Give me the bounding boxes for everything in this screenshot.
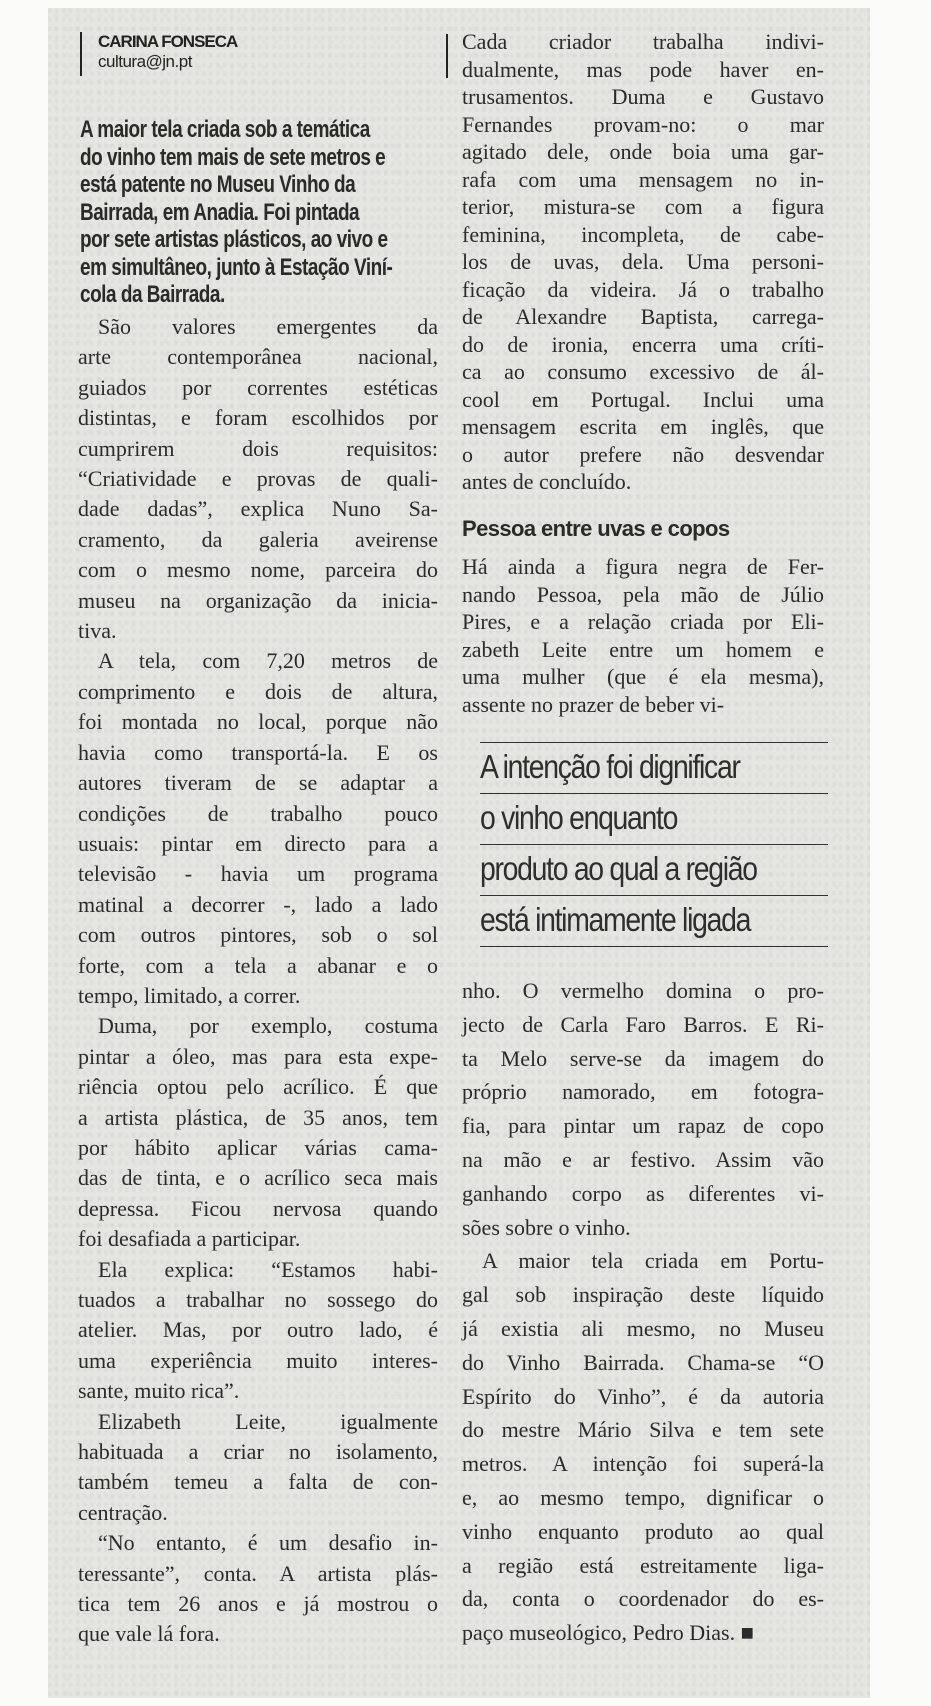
text-line: forte, com a tela a abanar e o <box>78 952 438 978</box>
text-line: arte contemporânea nacional, <box>78 344 438 370</box>
text-line: televisão - havia um programa <box>78 861 438 887</box>
text-line: Fernandes provam-no: o mar <box>462 111 824 137</box>
text-line: depressa. Ficou nervosa quando <box>78 1195 438 1221</box>
text-line: A tela, com 7,20 metros de <box>98 648 438 674</box>
text-line: dade dadas”, explica Nuno Sa- <box>78 496 438 522</box>
text-line: mensagem escrita em inglês, que <box>462 414 824 439</box>
text-line: “No entanto, é um desafio in- <box>98 1530 438 1556</box>
text-line: teressante”, conta. A artista plás- <box>78 1560 438 1586</box>
text-line: riência optou pelo acrílico. É que <box>78 1074 438 1100</box>
text-line: sante, muito rica”. <box>78 1378 240 1404</box>
text-line: atelier. Mas, por outro lado, é <box>78 1317 438 1343</box>
pull-quote-line <box>480 895 828 946</box>
byline <box>80 32 237 76</box>
lead-line: por sete artistas plásticos, ao vivo e <box>80 226 388 253</box>
right-column-bottom <box>462 974 824 1650</box>
text-line: o autor prefere não desvendar <box>462 441 824 467</box>
left-column <box>78 312 438 1650</box>
pull-quote-line <box>480 742 828 793</box>
text-line: tuados a trabalhar no sossego do <box>78 1287 438 1312</box>
text-line: do Vinho Bairrada. Chama-se “O <box>462 1349 824 1375</box>
text-line: Duma, por exemplo, costuma <box>98 1013 438 1039</box>
text-line: ganhando corpo as diferentes vi- <box>462 1180 824 1206</box>
text-line: Cada criador trabalha indivi- <box>462 29 824 54</box>
text-line: condições de trabalho pouco <box>78 800 438 826</box>
pull-quote-line <box>480 844 828 895</box>
pull-quote-text: A intenção foi dignificar <box>480 748 740 785</box>
text-line: distintas, e foram escolhidos por <box>78 405 438 431</box>
text-line: paço museológico, Pedro Dias. ■ <box>462 1620 754 1646</box>
text-line: matinal a decorrer -, lado a lado <box>78 891 438 917</box>
pull-quote-rule <box>480 946 828 947</box>
text-line: fia, para pintar um rapaz de copo <box>462 1113 824 1139</box>
lead-line: em simultâneo, junto à Estação Viní- <box>80 253 393 281</box>
lead-line: A maior tela criada sob a temática <box>80 116 370 143</box>
text-line: cool em Portugal. Inclui uma <box>462 386 824 412</box>
text-line: Pires, e a relação criada por Eli- <box>462 609 824 634</box>
text-line: Espírito do Vinho”, é da autoria <box>462 1383 824 1409</box>
text-line: habituada a criar no isolamento, <box>78 1439 438 1465</box>
right-column-top <box>462 28 824 496</box>
text-line: na mão e ar festivo. Assim vão <box>462 1146 824 1172</box>
text-line: do de ironia, encerra uma críti- <box>462 331 824 357</box>
text-line: a região está estreitamente liga- <box>462 1552 824 1578</box>
text-line: feminina, incompleta, de cabe- <box>462 221 824 247</box>
text-line: Ela explica: “Estamos habi- <box>98 1256 438 1282</box>
text-line: vinho enquanto produto ao qual <box>462 1518 824 1544</box>
lead-paragraph <box>80 116 436 309</box>
text-line: próprio namorado, em fotogra- <box>462 1079 824 1105</box>
text-line: do mestre Mário Silva e tem sete <box>462 1417 824 1443</box>
text-line: ta Melo serve-se da imagem do <box>462 1045 824 1071</box>
text-line: autores tiveram de se adaptar a <box>78 770 438 796</box>
pull-quote <box>480 742 828 947</box>
text-line: A maior tela criada em Portu- <box>482 1248 824 1274</box>
text-line: foi montada no local, porque não <box>78 709 438 735</box>
text-line: “Criatividade e provas de quali- <box>78 466 438 492</box>
text-line: das de tinta, e o acrílico seca mais <box>78 1165 438 1191</box>
text-line: gal sob inspiração deste líquido <box>462 1282 824 1308</box>
text-line: los de uvas, dela. Uma personi- <box>462 249 824 274</box>
text-line: cumprirem dois requisitos: <box>78 435 438 461</box>
text-line: tiva. <box>78 618 117 644</box>
text-line: cramento, da galeria aveirense <box>78 526 438 552</box>
right-column-middle <box>462 553 824 718</box>
text-line: museu na organização da inicia- <box>78 587 438 613</box>
text-line: com o mesmo nome, parceira do <box>78 557 438 583</box>
text-line: havia como transportá-la. E os <box>78 739 438 765</box>
text-line: pintar a óleo, mas para esta expe- <box>78 1043 438 1069</box>
text-line: também temeu a falta de con- <box>78 1469 438 1495</box>
text-line: terior, mistura-se com a figura <box>462 194 824 219</box>
text-line: por hábito aplicar várias cama- <box>78 1134 438 1160</box>
lead-line: está patente no Museu Vinho da <box>80 171 356 198</box>
pull-quote-text: produto ao qual a região <box>480 850 757 887</box>
text-line: uma mulher (que é ela mesma), <box>462 664 824 689</box>
text-line: dualmente, mas pode haver en- <box>462 56 824 82</box>
text-line: ca ao consumo excessivo de ál- <box>462 359 824 384</box>
subheading: Pessoa entre uvas e copos <box>462 516 730 541</box>
pull-quote-text: o vinho enquanto <box>480 799 678 836</box>
pull-quote-text: está intimamente ligada <box>480 901 751 938</box>
lead-line: do vinho tem mais de sete metros e <box>80 143 386 171</box>
text-line: nando Pessoa, pela mão de Júlio <box>462 581 824 607</box>
text-line: uma experiência muito interes- <box>78 1347 438 1373</box>
text-line: guiados por correntes estéticas <box>78 374 438 400</box>
text-line: rafa com uma mensagem no in- <box>462 166 824 192</box>
lead-line: Bairrada, em Anadia. Foi pintada <box>80 198 360 226</box>
text-line: foi desafiada a participar. <box>78 1226 301 1252</box>
text-line: sões sobre o vinho. <box>462 1214 631 1240</box>
text-line: São valores emergentes da <box>98 314 438 339</box>
text-line: e, ao mesmo tempo, dignificar o <box>462 1484 824 1510</box>
lead-line: cola da Bairrada. <box>80 281 225 308</box>
text-line: a artista plástica, de 35 anos, tem <box>78 1104 438 1130</box>
text-line: Elizabeth Leite, igualmente <box>98 1408 438 1434</box>
text-line: antes de concluído. <box>462 469 632 494</box>
text-line: jecto de Carla Faro Barros. E Ri- <box>462 1011 824 1037</box>
text-line: ficação da videira. Já o trabalho <box>462 276 824 302</box>
text-line: da, conta o coordenador do es- <box>462 1586 824 1612</box>
author-email: cultura@jn.pt <box>98 52 192 71</box>
text-line: assente no prazer de beber vi- <box>462 691 725 717</box>
column-divider <box>446 34 448 78</box>
text-line: nho. O vermelho domina o pro- <box>462 978 824 1003</box>
text-line: agitado dele, onde boia uma gar- <box>462 139 824 164</box>
text-line: comprimento e dois de altura, <box>78 678 438 704</box>
text-line: centração. <box>78 1499 168 1525</box>
text-line: já existia ali mesmo, no Museu <box>462 1315 824 1341</box>
author-name: CARINA FONSECA <box>98 32 238 51</box>
text-line: que vale lá fora. <box>78 1621 220 1647</box>
text-line: com outros pintores, sob o sol <box>78 922 438 948</box>
text-line: de Alexandre Baptista, carrega- <box>462 304 824 329</box>
text-line: zabeth Leite entre um homem e <box>462 636 824 662</box>
text-line: tica tem 26 anos e já mostrou o <box>78 1591 438 1617</box>
text-line: trusamentos. Duma e Gustavo <box>462 84 824 109</box>
text-line: tempo, limitado, a correr. <box>78 982 301 1008</box>
pull-quote-line <box>480 793 828 844</box>
text-line: metros. A intenção foi superá-la <box>462 1451 824 1477</box>
text-line: Há ainda a figura negra de Fer- <box>462 554 824 579</box>
text-line: usuais: pintar em directo para a <box>78 830 438 856</box>
